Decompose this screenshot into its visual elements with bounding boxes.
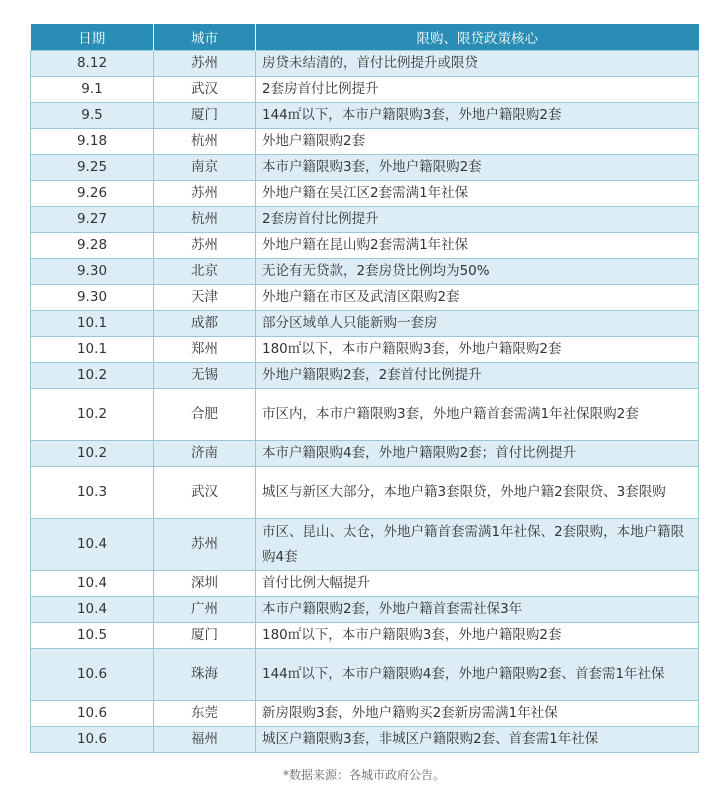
cell-policy: 2套房首付比例提升 — [256, 77, 699, 103]
cell-city: 苏州 — [154, 51, 256, 77]
cell-policy: 外地户籍在昆山购2套需满1年社保 — [256, 233, 699, 259]
cell-date: 10.5 — [31, 623, 154, 649]
cell-date: 10.6 — [31, 727, 154, 753]
cell-city: 厦门 — [154, 623, 256, 649]
table-row — [31, 155, 699, 181]
table-row — [31, 727, 699, 753]
cell-city: 武汉 — [154, 467, 256, 519]
cell-date: 10.4 — [31, 519, 154, 571]
cell-policy: 2套房首付比例提升 — [256, 207, 699, 233]
cell-date: 9.28 — [31, 233, 154, 259]
cell-city: 成都 — [154, 311, 256, 337]
cell-policy: 市区、昆山、太仓，外地户籍首套需满1年社保、2套限购，本地户籍限购4套 — [256, 519, 699, 571]
table-row — [31, 103, 699, 129]
cell-policy: 无论有无贷款，2套房贷比例均为50% — [256, 259, 699, 285]
cell-city: 厦门 — [154, 103, 256, 129]
cell-city: 天津 — [154, 285, 256, 311]
cell-date: 10.2 — [31, 389, 154, 441]
header-city: 城市 — [154, 24, 256, 51]
cell-date: 9.30 — [31, 259, 154, 285]
cell-city: 广州 — [154, 597, 256, 623]
cell-policy: 部分区域单人只能新购一套房 — [256, 311, 699, 337]
cell-date: 10.1 — [31, 311, 154, 337]
cell-city: 武汉 — [154, 77, 256, 103]
table-row — [31, 181, 699, 207]
cell-policy: 本市户籍限购2套，外地户籍首套需社保3年 — [256, 597, 699, 623]
cell-policy: 144㎡以下，本市户籍限购3套，外地户籍限购2套 — [256, 103, 699, 129]
cell-policy: 市区内，本市户籍限购3套，外地户籍首套需满1年社保限购2套 — [256, 389, 699, 441]
cell-city: 福州 — [154, 727, 256, 753]
cell-date: 10.3 — [31, 467, 154, 519]
cell-city: 无锡 — [154, 363, 256, 389]
cell-date: 10.2 — [31, 363, 154, 389]
table-row — [31, 363, 699, 389]
cell-policy: 新房限购3套，外地户籍购买2套新房需满1年社保 — [256, 701, 699, 727]
table-row — [31, 519, 699, 571]
cell-policy: 本市户籍限购4套，外地户籍限购2套；首付比例提升 — [256, 441, 699, 467]
cell-city: 苏州 — [154, 181, 256, 207]
policy-table — [30, 24, 699, 753]
header-row — [31, 24, 699, 51]
cell-policy: 180㎡以下，本市户籍限购3套，外地户籍限购2套 — [256, 337, 699, 363]
cell-policy: 外地户籍限购2套 — [256, 129, 699, 155]
cell-policy: 144㎡以下，本市户籍限购4套，外地户籍限购2套、首套需1年社保 — [256, 649, 699, 701]
table-row — [31, 259, 699, 285]
table-row — [31, 129, 699, 155]
cell-policy: 城区与新区大部分，本地户籍3套限贷，外地户籍2套限贷、3套限购 — [256, 467, 699, 519]
cell-policy: 外地户籍在吴江区2套需满1年社保 — [256, 181, 699, 207]
cell-city: 合肥 — [154, 389, 256, 441]
table-row — [31, 77, 699, 103]
table-body — [31, 51, 699, 753]
cell-city: 杭州 — [154, 207, 256, 233]
header-policy: 限购、限贷政策核心 — [256, 24, 699, 51]
table-row — [31, 337, 699, 363]
table-row — [31, 233, 699, 259]
cell-policy: 180㎡以下，本市户籍限购3套，外地户籍限购2套 — [256, 623, 699, 649]
cell-date: 10.4 — [31, 597, 154, 623]
table-row — [31, 207, 699, 233]
table-row — [31, 285, 699, 311]
table-row — [31, 51, 699, 77]
cell-city: 郑州 — [154, 337, 256, 363]
table-row — [31, 389, 699, 441]
cell-date: 9.26 — [31, 181, 154, 207]
cell-city: 南京 — [154, 155, 256, 181]
cell-date: 10.6 — [31, 701, 154, 727]
table-row — [31, 467, 699, 519]
cell-date: 9.5 — [31, 103, 154, 129]
table-row — [31, 441, 699, 467]
cell-date: 10.2 — [31, 441, 154, 467]
cell-policy: 房贷未结清的，首付比例提升或限贷 — [256, 51, 699, 77]
source-note: *数据来源：各城市政府公告。 — [282, 768, 445, 782]
table-row — [31, 623, 699, 649]
cell-policy: 首付比例大幅提升 — [256, 571, 699, 597]
cell-city: 北京 — [154, 259, 256, 285]
cell-city: 苏州 — [154, 233, 256, 259]
cell-policy: 外地户籍在市区及武清区限购2套 — [256, 285, 699, 311]
cell-date: 9.1 — [31, 77, 154, 103]
header-date: 日期 — [31, 24, 154, 51]
cell-policy: 本市户籍限购3套，外地户籍限购2套 — [256, 155, 699, 181]
cell-date: 10.6 — [31, 649, 154, 701]
table-header — [31, 24, 699, 51]
table-row — [31, 571, 699, 597]
cell-date: 10.4 — [31, 571, 154, 597]
cell-date: 10.1 — [31, 337, 154, 363]
cell-policy: 外地户籍限购2套，2套首付比例提升 — [256, 363, 699, 389]
cell-policy: 城区户籍限购3套，非城区户籍限购2套、首套需1年社保 — [256, 727, 699, 753]
cell-city: 济南 — [154, 441, 256, 467]
table-row — [31, 311, 699, 337]
cell-city: 东莞 — [154, 701, 256, 727]
cell-date: 9.25 — [31, 155, 154, 181]
cell-date: 9.27 — [31, 207, 154, 233]
cell-city: 杭州 — [154, 129, 256, 155]
table-row — [31, 701, 699, 727]
table-row — [31, 597, 699, 623]
cell-city: 珠海 — [154, 649, 256, 701]
cell-date: 9.18 — [31, 129, 154, 155]
cell-date: 9.30 — [31, 285, 154, 311]
cell-city: 深圳 — [154, 571, 256, 597]
cell-city: 苏州 — [154, 519, 256, 571]
cell-date: 8.12 — [31, 51, 154, 77]
table-row — [31, 649, 699, 701]
